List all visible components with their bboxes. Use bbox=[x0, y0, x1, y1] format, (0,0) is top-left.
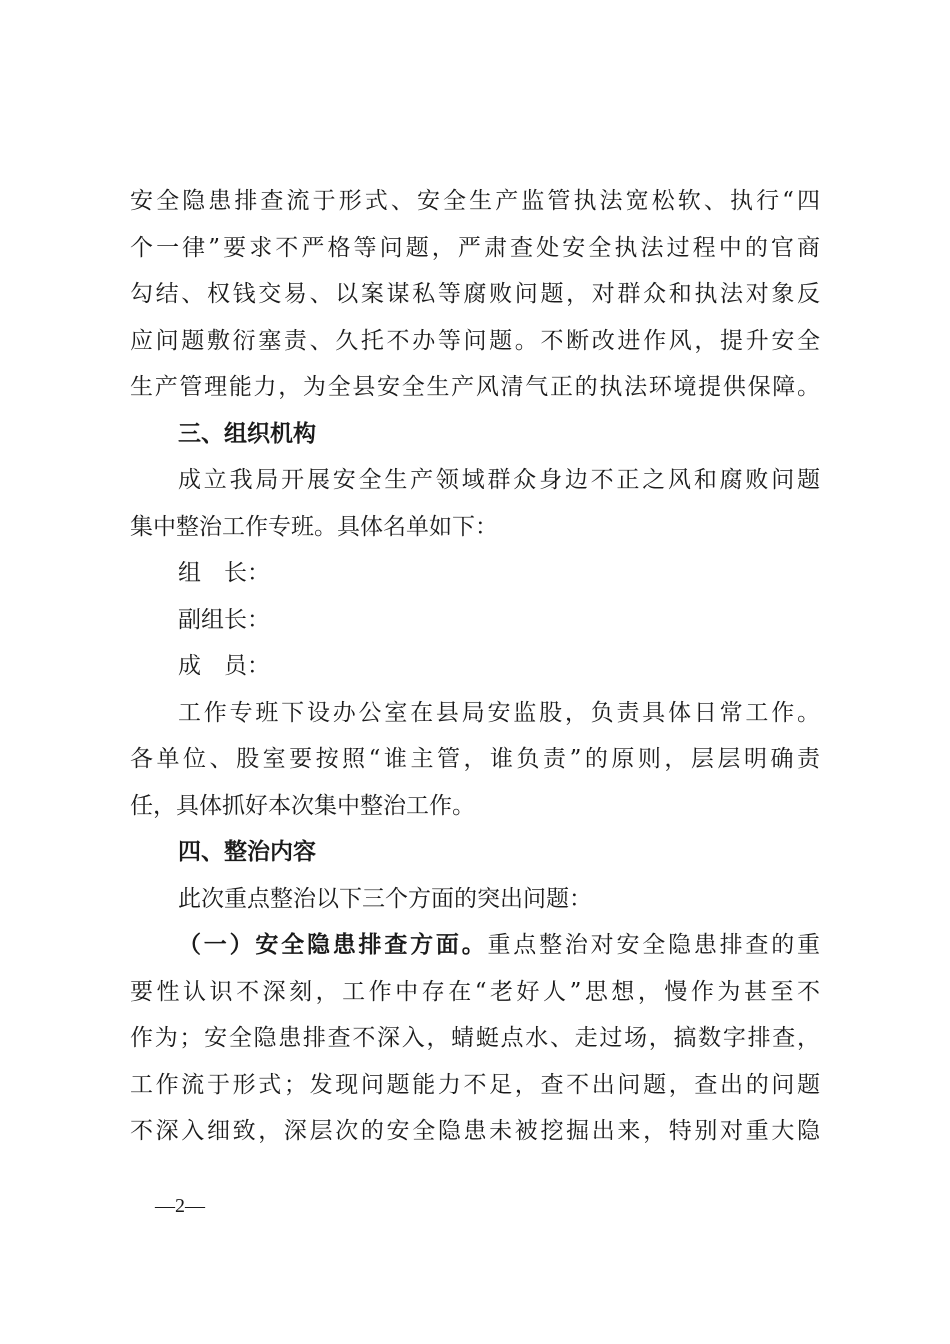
item-title: （一）安全隐患排查方面。 bbox=[178, 931, 488, 958]
paragraph-line: 勾结、权钱交易、以案谋私等腐败问题，对群众和执法对象反 bbox=[130, 281, 820, 307]
paragraph-line: 集中整治工作专班。具体名单如下： bbox=[130, 513, 498, 540]
item-text: 重点整治对安全隐患排查的重 bbox=[487, 932, 820, 958]
paragraph-line: 安全隐患排查流于形式、安全生产监管执法宽松软、执行“四 bbox=[130, 188, 820, 214]
member-label: 成 员： bbox=[178, 653, 270, 679]
paragraph-line: 工作专班下设办公室在县局安监股，负责具体日常工作。 bbox=[178, 699, 820, 726]
item-first-line bbox=[130, 922, 820, 969]
paragraph-line: 个一律”要求不严格等问题，严肃查处安全执法过程中的官商 bbox=[130, 234, 820, 261]
paragraph-line: 不深入细致，深层次的安全隐患未被挖掘出来，特别对重大隐 bbox=[130, 1118, 820, 1144]
leader-label: 组 长： bbox=[178, 560, 270, 586]
paragraph-line: 应问题敷衍塞责、久托不办等问题。不断改进作风，提升安全 bbox=[130, 327, 820, 354]
paragraph-line: 各单位、股室要按照“谁主管，谁负责”的原则，层层明确责 bbox=[130, 746, 820, 772]
paragraph-line: 作为；安全隐患排查不深入，蜻蜓点水、走过场，搞数字排查， bbox=[130, 1025, 820, 1051]
paragraph-line: 成立我局开展安全生产领域群众身边不正之风和腐败问题 bbox=[178, 467, 820, 493]
section-heading-rectification: 四、整治内容 bbox=[178, 839, 316, 865]
paragraph-line: 要性认识不深刻，工作中存在“老好人”思想，慢作为甚至不 bbox=[130, 978, 820, 1005]
document-body bbox=[130, 178, 820, 1155]
paragraph-line: 生产管理能力，为全县安全生产风清气正的执法环境提供保障。 bbox=[130, 374, 820, 400]
paragraph-line: 工作流于形式；发现问题能力不足，查不出问题，查出的问题 bbox=[130, 1071, 820, 1098]
paragraph-line: 此次重点整治以下三个方面的突出问题： bbox=[178, 885, 592, 912]
deputy-leader-label: 副组长： bbox=[178, 606, 270, 633]
paragraph-line: 任，具体抓好本次集中整治工作。 bbox=[130, 792, 475, 819]
section-heading-organization: 三、组织机构 bbox=[178, 420, 316, 447]
page-number: —2— bbox=[155, 1195, 205, 1217]
